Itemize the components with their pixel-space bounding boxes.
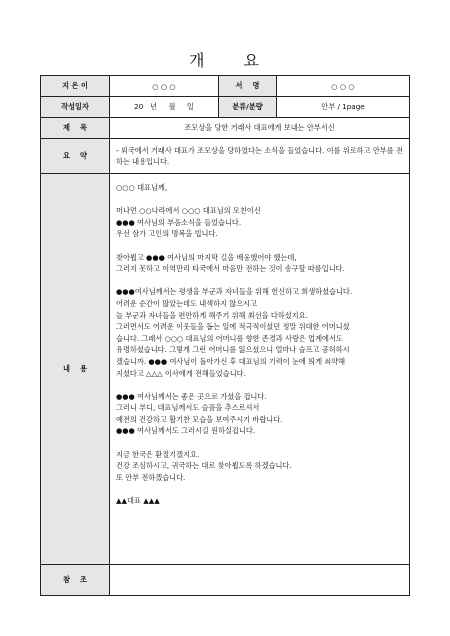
signature-value: ○ ○ ○ (277, 76, 410, 97)
letter-line: 지셨다고 △△△ 이사에게 전해들었습니다. (116, 368, 246, 378)
author-value: ○ ○ ○ (110, 76, 219, 97)
letter-line: 또 안부 전하겠습니다. (116, 472, 186, 482)
letter-line: ○○○ 대표님께, (116, 183, 168, 192)
letter-line: 어려운 순간이 많았는데도 내색하지 않으시고 (116, 298, 258, 308)
document-title (0, 48, 450, 71)
letter-line: 겠습니까. ●●● 여사님이 돌아가신 후 대표님의 기력이 눈에 띄게 쇠약해 (116, 356, 346, 366)
letter-line: 우선 삼가 고인의 명복을 빕니다. (116, 229, 218, 239)
letter-line: 유명하셨습니다. 그렇게 그런 어머니를 잃으셨으니 얼마나 슬프고 공허하시 (116, 345, 350, 355)
letter-line: 찾아뵙고 ●●● 여사님의 마지막 길을 배웅했어야 했는데, (116, 252, 297, 262)
title-part-1: 개 (188, 51, 207, 70)
letter-line: ●●● 여사님의 부음소식을 들었습니다. (116, 217, 242, 227)
letter-blank-line (116, 437, 403, 449)
letter-blank-line (116, 240, 403, 252)
category-label: 분류/분량 (219, 97, 277, 118)
summary-row (41, 139, 410, 174)
letter-body (110, 174, 410, 565)
letter-line: 늘 부군과 자녀들을 편안하게 해주기 위해 최선을 다하셨지요. (116, 310, 308, 320)
letter-line: ●●● 여사님께서도 그러시길 원하실겁니다. (116, 426, 256, 436)
reference-label: 참 조 (41, 565, 110, 596)
letter-blank-line (116, 483, 403, 495)
date-label: 작성일자 (41, 97, 110, 118)
author-row (41, 76, 410, 97)
letter-line: 지금 한국은 환절기겠지요. (116, 449, 200, 459)
date-row (41, 97, 410, 118)
letter-blank-line (116, 194, 403, 206)
letter-line: ●●●여사님께서는 평생을 부군과 자녀들을 위해 헌신하고 희생하셨습니다. (116, 287, 353, 297)
letter-line: ▲▲대표 ▲▲▲ (116, 496, 160, 506)
signature-label: 서 명 (219, 76, 277, 97)
content-row (41, 174, 410, 565)
author-label: 지 은 이 (41, 76, 110, 97)
letter-blank-line (116, 379, 403, 391)
reference-row (41, 565, 410, 596)
subject-value: 조모상을 당한 거래사 대표에게 보내는 안부서신 (110, 118, 410, 139)
content-label: 내 용 (41, 174, 110, 565)
summary-form-table (40, 75, 410, 596)
letter-line: 건강 조심하시고, 귀국하는 대로 찾아뵙도록 하겠습니다. (116, 461, 292, 471)
letter-line: 머나먼 ○○나라에서 ○○○ 대표님의 모친이신 (116, 206, 261, 216)
date-value: 20 년 월 일 (110, 97, 219, 118)
title-part-2: 요 (243, 51, 262, 70)
summary-label: 요 약 (41, 139, 110, 174)
subject-label: 제 목 (41, 118, 110, 139)
category-value: 안부 / 1page (277, 97, 410, 118)
letter-line: 그러니 부디, 대표님께서도 슬픔을 추스르셔서 (116, 403, 260, 413)
letter-line: 그러면서도 어려운 이웃들을 돕는 일에 적극적이셨던 정말 위대한 어머니셨 (116, 322, 350, 332)
summary-value: - 외국에서 거래사 대표가 조모상을 당하였다는 소식을 들었습니다. 이를 위로하고 안부를 전하는 내용입니다. (110, 139, 410, 174)
letter-line: 예전의 건강하고 활기찬 모습을 보여주시기 바랍니다. (116, 414, 283, 424)
subject-row (41, 118, 410, 139)
reference-value (110, 565, 410, 596)
letter-line: 그러지 못하고 이역만리 타국에서 마음만 전하는 것이 송구할 따름입니다. (116, 264, 345, 274)
letter-line: ●●● 여사님께서는 좋은 곳으로 가셨을 겁니다. (116, 391, 267, 401)
letter-blank-line (116, 275, 403, 287)
letter-line: 습니다. 그래서 ○○○ 대표님의 어머니를 향한 존경과 사랑은 업계에서도 (116, 333, 343, 343)
